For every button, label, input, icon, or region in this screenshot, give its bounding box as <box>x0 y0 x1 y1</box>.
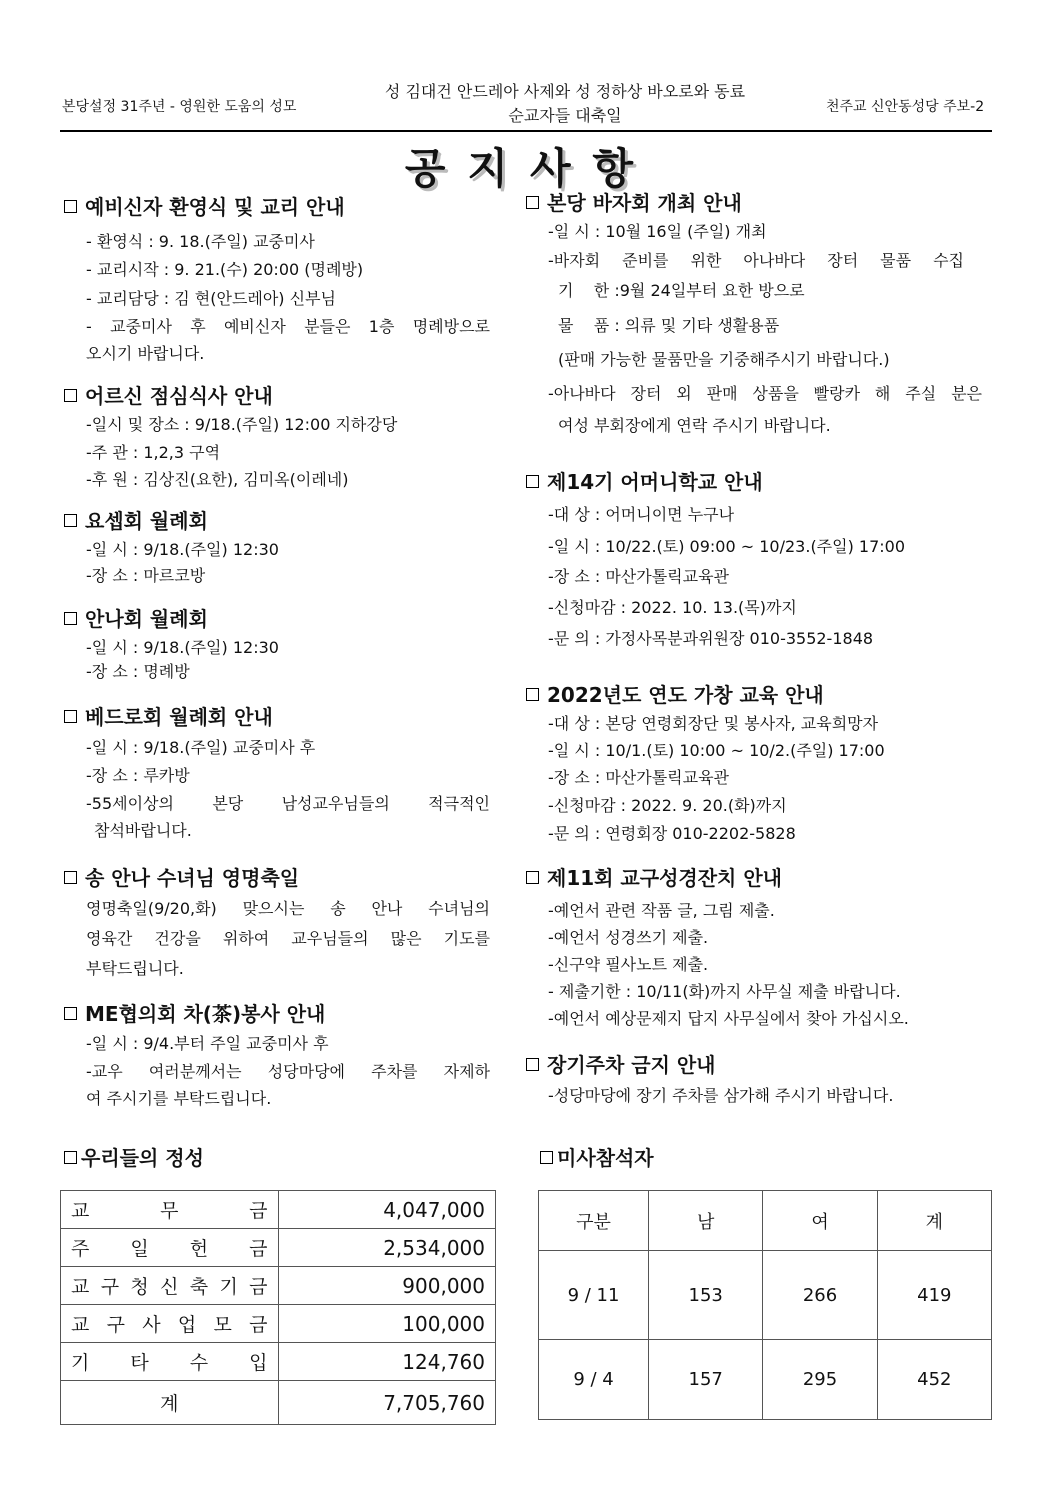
checkbox-icon <box>526 871 539 884</box>
table-row <box>61 1267 496 1305</box>
section-line: -일시 및 장소 : 9/18.(주일) 12:00 지하강당 <box>86 415 398 434</box>
section-line: -아나바다 장터 외 판매 상품을 빨랑카 해 주실 분은 <box>548 384 982 403</box>
section-line: -예언서 성경쓰기 제출. <box>548 928 709 947</box>
section-line: -장 소 : 루카방 <box>86 766 190 785</box>
table-cell: 266 <box>763 1251 877 1340</box>
section-line: -일 시 : 9/4.부터 주일 교중미사 후 <box>86 1034 329 1053</box>
section-line: -일 시 : 10/22.(토) 09:00 ~ 10/23.(주일) 17:00 <box>548 537 906 556</box>
table-cell: 295 <box>763 1340 877 1420</box>
section-line: -일 시 : 9/18.(주일) 12:30 <box>86 540 279 559</box>
section-line: -장 소 : 마산가톨릭교육관 <box>548 768 729 787</box>
section-title: 장기주차 금지 안내 <box>526 1049 716 1078</box>
header-divider <box>60 130 992 132</box>
section-title: 베드로회 월례회 안내 <box>64 701 273 730</box>
section-title: 제11회 교구성경잔치 안내 <box>526 862 782 891</box>
section-line: -예언서 예상문제지 답지 사무실에서 찾아 가십시오. <box>548 1009 909 1028</box>
table-cell: 157 <box>649 1340 763 1420</box>
section-line: 부탁드립니다. <box>86 959 184 978</box>
header-cell: 계 <box>877 1191 991 1251</box>
table-header-row <box>539 1191 992 1251</box>
table-row <box>539 1340 992 1420</box>
checkbox-icon <box>526 1058 539 1071</box>
section-line: 오시기 바랍니다. <box>86 344 205 363</box>
section-line: -신청마감 : 2022. 9. 20.(화)까지 <box>548 796 787 815</box>
checkbox-icon <box>64 1151 77 1164</box>
section-title: 요셉회 월례회 <box>64 505 208 534</box>
checkbox-icon <box>540 1151 553 1164</box>
offering-value: 4,047,000 <box>278 1191 496 1229</box>
section-line: -주 관 : 1,2,3 구역 <box>86 443 221 462</box>
section-line: 기 한 :9월 24일부터 요한 방으로 <box>558 281 805 300</box>
offering-label: 교 구 청 신 축 기 금 <box>71 1276 268 1298</box>
checkbox-icon <box>64 514 77 527</box>
section-line: 참석바랍니다. <box>94 821 192 840</box>
table-row <box>61 1191 496 1229</box>
table-cell: 9 / 11 <box>539 1251 649 1340</box>
section-line: -후 원 : 김상진(요한), 김미옥(이레네) <box>86 470 349 489</box>
section-line: -일 시 : 9/18.(주일) 12:30 <box>86 638 279 657</box>
offering-label: 기 타 수 입 <box>71 1352 268 1374</box>
table-row <box>61 1343 496 1381</box>
section-line: -대 상 : 본당 연령회장단 및 봉사자, 교육희망자 <box>548 714 879 733</box>
offering-label: 교 무 금 <box>71 1200 268 1222</box>
section-line: 여성 부회장에게 연락 주시기 바랍니다. <box>558 416 831 435</box>
header-cell: 여 <box>763 1191 877 1251</box>
section-line: - 제출기한 : 10/11(화)까지 사무실 제출 바랍니다. <box>548 982 901 1001</box>
offering-label: 주 일 헌 금 <box>71 1238 268 1260</box>
header-left: 본당설정 31주년 - 영원한 도움의 성모 <box>62 99 297 115</box>
section-line: 영명축일(9/20,화) 맞으시는 송 안나 수녀님의 <box>86 899 490 918</box>
checkbox-icon <box>526 688 539 701</box>
table-cell: 9 / 4 <box>539 1340 649 1420</box>
table-cell: 153 <box>649 1251 763 1340</box>
section-line: -55세이상의 본당 남성교우님들의 적극적인 <box>86 794 490 813</box>
section-line: (판매 가능한 물품만을 기중해주시기 바랍니다.) <box>558 350 890 369</box>
section-line: -신청마감 : 2022. 10. 13.(목)까지 <box>548 598 797 617</box>
page-title: 공지사항 <box>404 144 656 193</box>
table-row <box>539 1251 992 1340</box>
offering-total-value: 7,705,760 <box>278 1381 496 1425</box>
section-line: 물 품 : 의류 및 기타 생활용품 <box>558 316 780 335</box>
section-line: - 교리담당 : 김 현(안드레아) 신부님 <box>86 289 337 308</box>
section-line: -일 시 : 9/18.(주일) 교중미사 후 <box>86 738 316 757</box>
section-line: - 교리시작 : 9. 21.(수) 20:00 (명례방) <box>86 260 364 279</box>
offering-value: 900,000 <box>278 1267 496 1305</box>
header-right: 천주교 신안동성당 주보-2 <box>826 99 985 115</box>
section-line: -대 상 : 어머니이면 누구나 <box>548 505 735 524</box>
checkbox-icon <box>64 389 77 402</box>
section-title: 제14기 어머니학교 안내 <box>526 466 763 495</box>
section-line: -장 소 : 명례방 <box>86 662 190 681</box>
offering-table <box>60 1190 496 1425</box>
offering-value: 2,534,000 <box>278 1229 496 1267</box>
section-title: 2022년도 연도 가창 교육 안내 <box>526 679 824 708</box>
attendance-title: 미사참석자 <box>540 1142 654 1171</box>
table-row <box>61 1305 496 1343</box>
checkbox-icon <box>526 475 539 488</box>
section-line: -문 의 : 가정사목분과위원장 010-3552-1848 <box>548 629 874 648</box>
section-title: 예비신자 환영식 및 교리 안내 <box>64 191 345 220</box>
checkbox-icon <box>64 1007 77 1020</box>
section-title: 안나회 월례회 <box>64 603 208 632</box>
section-line: -성당마당에 장기 주차를 삼가해 주시기 바랍니다. <box>548 1086 894 1105</box>
section-title: ME협의회 차(茶)봉사 안내 <box>64 998 325 1027</box>
section-line: - 환영식 : 9. 18.(주일) 교중미사 <box>86 232 315 251</box>
section-line: -일 시 : 10월 16일 (주일) 개최 <box>548 222 767 241</box>
header-center <box>318 80 812 128</box>
checkbox-icon <box>64 200 77 213</box>
section-line: 여 주시기를 부탁드립니다. <box>86 1089 272 1108</box>
section-line: -교우 여러분께서는 성당마당에 주차를 자제하 <box>86 1062 490 1081</box>
offering-title: 우리들의 정성 <box>64 1142 204 1171</box>
table-row <box>61 1229 496 1267</box>
attendance-table <box>538 1190 992 1420</box>
section-title: 본당 바자회 개최 안내 <box>526 187 742 216</box>
table-cell: 419 <box>877 1251 991 1340</box>
header-cell: 남 <box>649 1191 763 1251</box>
section-line: -예언서 관련 작품 글, 그림 제출. <box>548 901 775 920</box>
header-cell: 구분 <box>539 1191 649 1251</box>
offering-total-label: 계 <box>61 1381 279 1425</box>
section-line: - 교중미사 후 예비신자 분들은 1층 명례방으로 <box>86 317 490 336</box>
table-cell: 452 <box>877 1340 991 1420</box>
checkbox-icon <box>64 612 77 625</box>
section-line: -장 소 : 마산가톨릭교육관 <box>548 567 729 586</box>
offering-label: 교 구 사 업 모 금 <box>71 1314 268 1336</box>
table-row-total <box>61 1381 496 1425</box>
header-center-line2: 순교자들 대축일 <box>508 106 622 125</box>
checkbox-icon <box>526 196 539 209</box>
section-title: 어르신 점심식사 안내 <box>64 380 273 409</box>
offering-value: 100,000 <box>278 1305 496 1343</box>
section-line: -바자회 준비를 위한 아나바다 장터 물품 수집 <box>548 251 964 270</box>
section-title: 송 안나 수녀님 영명축일 <box>64 862 299 891</box>
checkbox-icon <box>64 710 77 723</box>
section-line: -문 의 : 연령회장 010-2202-5828 <box>548 824 796 843</box>
section-line: -신구약 필사노트 제출. <box>548 955 709 974</box>
checkbox-icon <box>64 871 77 884</box>
header-center-line1: 성 김대건 안드레아 사제와 성 정하상 바오로와 동료 <box>384 82 746 101</box>
offering-value: 124,760 <box>278 1343 496 1381</box>
section-line: -장 소 : 마르코방 <box>86 566 206 585</box>
section-line: 영육간 건강을 위하여 교우님들의 많은 기도를 <box>86 929 490 948</box>
section-line: -일 시 : 10/1.(토) 10:00 ~ 10/2.(주일) 17:00 <box>548 741 885 760</box>
